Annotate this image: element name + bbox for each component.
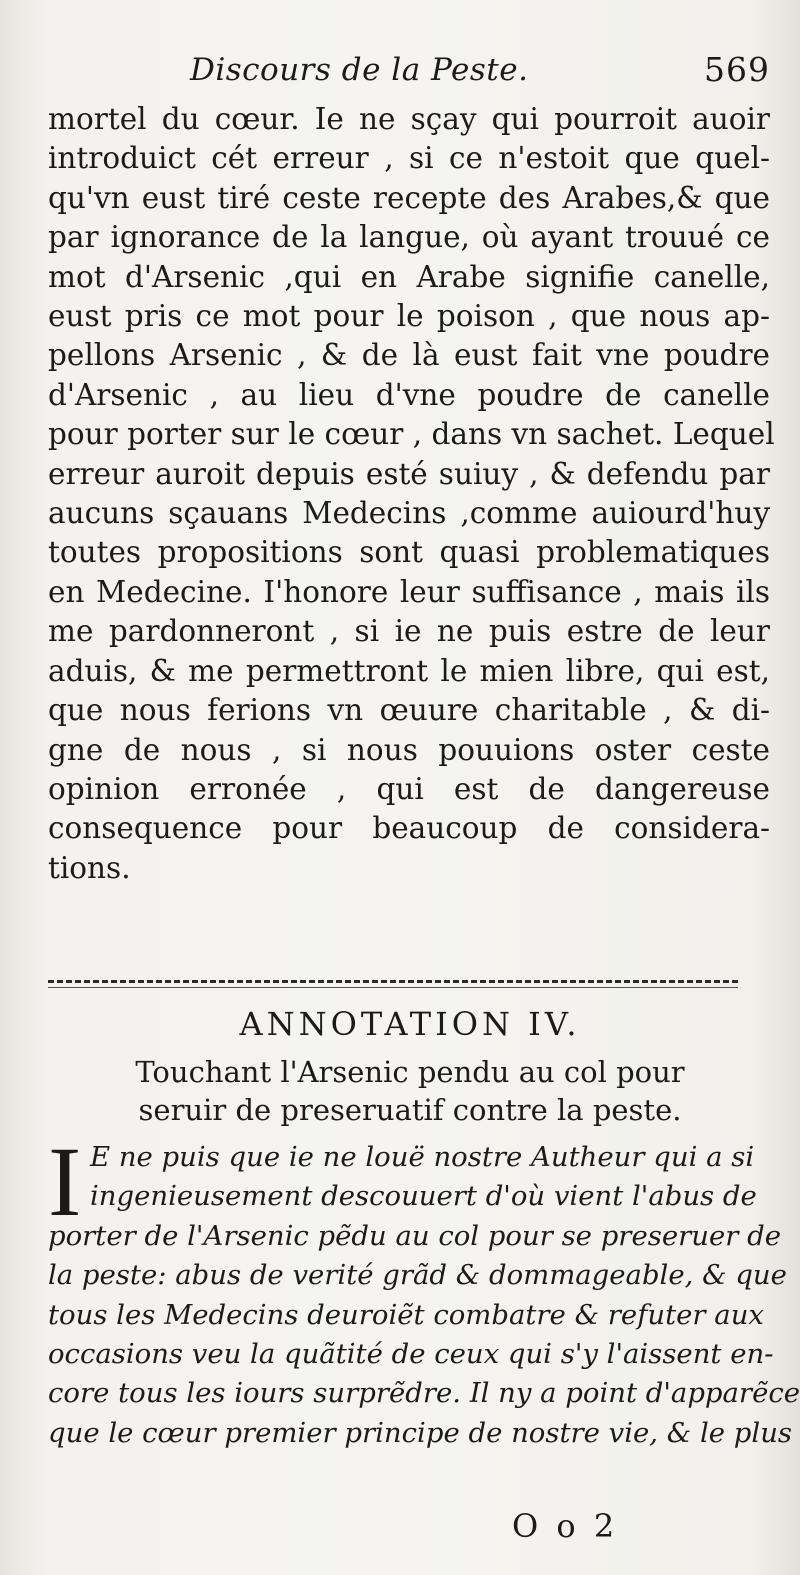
running-title: Discours de la Peste. [190,52,529,88]
text-line: consequence pour beaucoup de considera- [48,811,770,846]
text-line: pour porter sur le cœur , dans vn sachet. Lequel [48,417,775,452]
text-line: mortel du cœur. Ie ne sçay qui pourroit auoir [48,102,770,136]
text-line: ingenieusement descouuert d'où vient l'abus de [90,1180,757,1213]
text-line: qu'vn eust tiré ceste recepte des Arabes,& que [48,180,770,215]
text-line: occasions veu la quãtité de ceux qui s'y l'aissent en- [48,1338,774,1371]
text-line: que le cœur premier principe de nostre vie, & le plus [48,1416,793,1449]
text-line: E ne puis que ie ne louë nostre Autheur qui a si [90,1141,755,1173]
text-line: pellons Arsenic , & de là eust fait vne poudre [48,338,770,373]
text-line: mot d'Arsenic ,qui en Arabe signifie canelle, [48,259,770,294]
text-line: tous les Medecins deuroiẽt combatre & refuter aux [48,1298,764,1331]
text-line: la peste: abus de verité grãd & dommageable, & que [48,1259,787,1292]
section-divider [48,980,738,988]
subtitle-line: Touchant l'Arsenic pendu au col pour [135,1055,685,1089]
text-line: erreur auroit depuis esté suiuy , & defendu par [48,456,770,491]
text-line: toutes propositions sont quasi problematiques [48,535,770,570]
page-number: 569 [704,50,770,89]
drop-cap: I [48,1126,82,1237]
text-line: en Medecine. I'honore leur suffisance , mais ils [48,574,770,609]
text-line: opinion erronée , qui est de dangereuse [48,771,770,806]
text-line: d'Arsenic , au lieu d'vne poudre de canelle [48,377,770,412]
text-line: core tous les iours surprẽdre. Il ny a point d'apparẽce [48,1377,800,1410]
text-line: gne de nous , si nous pouuions oster ceste [48,732,770,767]
signature-mark: O o 2 [512,1507,619,1545]
text-line: tions. [48,850,131,885]
text-line: aucuns sçauans Medecins ,comme auiourd'huy [48,496,770,531]
annotation-heading: ANNOTATION IV. [239,1005,581,1043]
text-line: eust pris ce mot pour le poison , que nous ap- [48,299,770,334]
body-paragraph [48,100,775,888]
text-line: par ignorance de la langue, où ayant trouué ce [48,220,770,255]
text-line: aduis, & me permettront le mien libre, qui est, [48,653,770,688]
text-line: porter de l'Arsenic pẽdu au col pour se preseruer de [48,1219,782,1252]
text-line: introduict cét erreur , si ce n'estoit que quel- [48,141,770,176]
text-line: me pardonneront , si ie ne puis estre de leur [48,614,770,649]
text-line: que nous ferions vn œuure charitable , & di- [48,693,770,728]
page-header [190,52,770,96]
annotation-subtitle [0,1053,800,1129]
annotation-paragraph [48,1138,800,1453]
subtitle-line: seruir de preseruatif contre la peste. [138,1093,682,1127]
